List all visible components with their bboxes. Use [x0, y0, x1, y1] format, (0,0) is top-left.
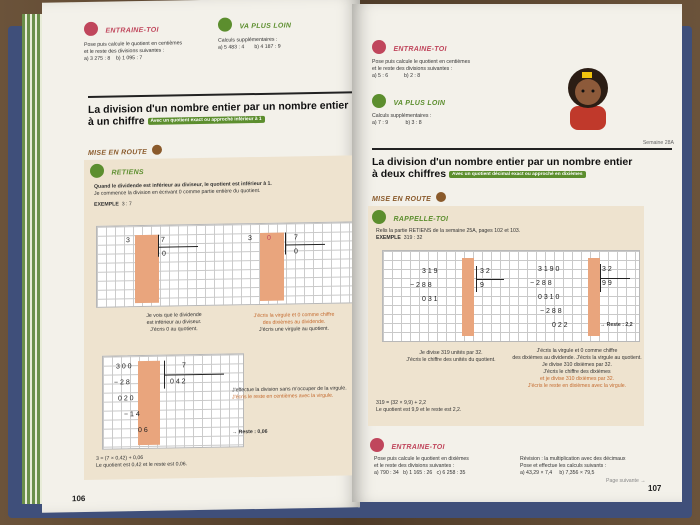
result-text: 319 = (32 × 9,9) + 2,2 Le quotient est 9,9 et le reste est 2,2.: [376, 400, 462, 414]
vaplus-section: VA PLUS LOIN Calculs supplémentaires : a) 5 483 : 4 b) 4 187 : 9: [218, 14, 291, 51]
note-1: Je divise 319 unités par 32. J'écris le chiffre des unités du quotient.: [406, 350, 496, 364]
entraine-icon: [372, 40, 386, 54]
vaplus-icon: [372, 94, 386, 108]
rappelle-icon: [372, 210, 386, 224]
entraine-label: ENTRAINE-TOI: [105, 26, 159, 35]
vaplus-label: VA PLUS LOIN: [239, 22, 292, 31]
page-title: La division d'un nombre entier par un nombre entier à un chiffre Avec un quotient exact ou approché inférieur à 1: [88, 91, 356, 128]
next-page-link: Page suivante →: [606, 478, 646, 484]
note-3: J'effectue la division sans m'occuper de la virgule. J'écris le reste en centièmes avec la virgule.: [232, 385, 347, 401]
retiens-icon: [90, 163, 104, 177]
left-page: ENTRAINE-TOI Pose puis calcule le quotient en centièmes et le reste des divisions suivantes : a) 3 275 : 8 b) 1 095 : 7 VA PLUS LOIN Calculs supplémentaires : a) 5 483 : 4 b) 4 187 : 9 La division d'un nombre entier par un nombre entier à un chiffre Avec un quotient exact ou approché inférieur à 1 MISE EN ROUTE RETIENS Quand le dividende est inférieur au diviseur, le quotient est inférieur à 1. Je commence la division en écrivant 0 comme partie entière du quotient. EXEMPLE 3 : 7 3 7 0 3 0 7 0 Je vois que le dividende est inférieur au diviseur. J'écris 0 au quotient. J'écris la virgule et 0 comme chiffre des dixièmes au dividende. J'écris une virgule au quotient. 3 0 0 − 2 8 0 2 0 − 1 4 0 6 7 0 4 2 J'effectue la division sans m'occuper de la virgule. J'écris le reste en centièmes avec la virgule. → Reste : 0,06 3 = (7 × 0,42) + 0,06 Le quotient est 0,42 et le reste est 0,06. 106: [42, 0, 360, 513]
ex4-text: Révision : la multiplication avec des décimaux Pose et effectue les calculs suivants : a) 43,29 × 7,4 b) 7,356 × 79,5: [520, 456, 626, 477]
ex1-text: Pose puis calcule le quotient en centièmes et le reste des divisions suivantes : a) 3 275 : 8 b) 1 095 : 7: [84, 40, 183, 63]
entraine-section: [84, 18, 182, 63]
page-title: La division d'un nombre entier par un nombre entier à deux chiffres Avec un quotient décimal exact ou approché en dixièmes: [372, 148, 672, 180]
rule-text: Quand le dividende est inférieur au diviseur, le quotient est inférieur à 1. Je commence la division en écrivant 0 comme partie entière du quotient. EXEMPLE 3 : 7: [94, 180, 272, 208]
heading-pill: Avec un quotient exact ou approché inférieur à 1: [148, 115, 265, 125]
reste-text: → Reste : 0,06: [232, 428, 268, 436]
page-number-right: 107: [648, 484, 662, 493]
heading-pill: Avec un quotient décimal exact ou approché en dixièmes: [449, 171, 585, 179]
mise-en-route-label: MISE EN ROUTE: [88, 148, 148, 157]
entraine-section-2: ENTRAINE-TOI: [370, 436, 445, 454]
page-number-left: 106: [72, 494, 86, 504]
entraine-icon: [84, 22, 98, 36]
reste-text: → Reste : 2,2: [600, 322, 633, 328]
note-2: J'écris la virgule et 0 comme chiffre des dixièmes au dividende. J'écris une virgule au quotient.: [253, 311, 335, 334]
rappelle-label: RAPPELLE-TOI: [393, 216, 449, 223]
entraine-section-right: ENTRAINE-TOI Pose puis calcule le quotient en centièmes et le reste des divisions suivantes : a) 5 : 6 b) 2 : 8: [372, 38, 470, 80]
vaplus-icon: [218, 17, 232, 31]
result-text: 3 = (7 × 0,42) + 0,06 Le quotient est 0,42 et le reste est 0,06.: [96, 455, 188, 469]
note-1: Je vois que le dividende est inférieur au diviseur. J'écris 0 au quotient.: [146, 311, 202, 333]
week-label: Semaine 28A: [642, 140, 674, 146]
ex3-text: Pose puis calcule le quotient en dixièmes et le reste des divisions suivantes : a) 790 : 34 b) 1 165 : 26 c) 6 258 : 35: [374, 456, 469, 477]
cookie-icon: [152, 144, 162, 154]
retiens-label: RETIENS: [111, 168, 144, 177]
cookie-icon: [436, 192, 446, 202]
note-2: J'écris la virgule et 0 comme chiffre des dixièmes au dividende. J'écris la virgule au quotient. Je divise 310 dixièmes par 32. J'écris le chiffre des dixièmes et je divise 310 dixièmes par 32. J'écris le reste en dixièmes avec la virgule.: [512, 348, 642, 390]
right-page: ENTRAINE-TOI Pose puis calcule le quotient en centièmes et le reste des divisions suivantes : a) 5 : 6 b) 2 : 8 VA PLUS LOIN Calculs supplémentaires : a) 7 : 9 b) 3 : 8 Semaine 28A La division d'un nombre entier par un nombre entier à deux chiffres Avec un quotient décimal exact ou approché en dixièmes MISE EN ROUTE RAPPELLE-TOI Relis la partie RETIENS de la semaine 25A, pages 102 et 103. EXEMPLE 319 : 32 3 1 9 − 2 8 8 0 3 1 3 2 9 3 1 9 0 − 2 8 8 0 3 1 0 − 2 8 8 0 2 2 3 2 9 9 → Reste : 2,2 Je divise 319 unités par 32. J'écris le chiffre des unités du quotient. J'écris la virgule et 0 comme chiffre des dixièmes au dividende. J'écris la virgule au quotient. Je divise 310 dixièmes par 32. J'écris le chiffre des dixièmes et je divise 310 dixièmes par 32. J'écris le reste en dixièmes avec la virgule. 319 = (32 × 9,9) + 2,2 Le quotient est 9,9 et le reste est 2,2. ENTRAINE-TOI Pose puis calcule le quotient en dixièmes et le reste des divisions suivantes : a) 790 : 34 b) 1 165 : 26 c) 6 258 : 35 Révision : la multiplication avec des décimaux Pose et effectue les calculs suivants : a) 43,29 × 7,4 b) 7,356 × 79,5 Page suivante → 107: [352, 4, 682, 502]
entraine-icon: [370, 438, 384, 452]
vaplus-section-right: VA PLUS LOIN Calculs supplémentaires : a) 7 : 9 b) 3 : 8: [372, 92, 445, 127]
student-avatar: [558, 58, 618, 130]
